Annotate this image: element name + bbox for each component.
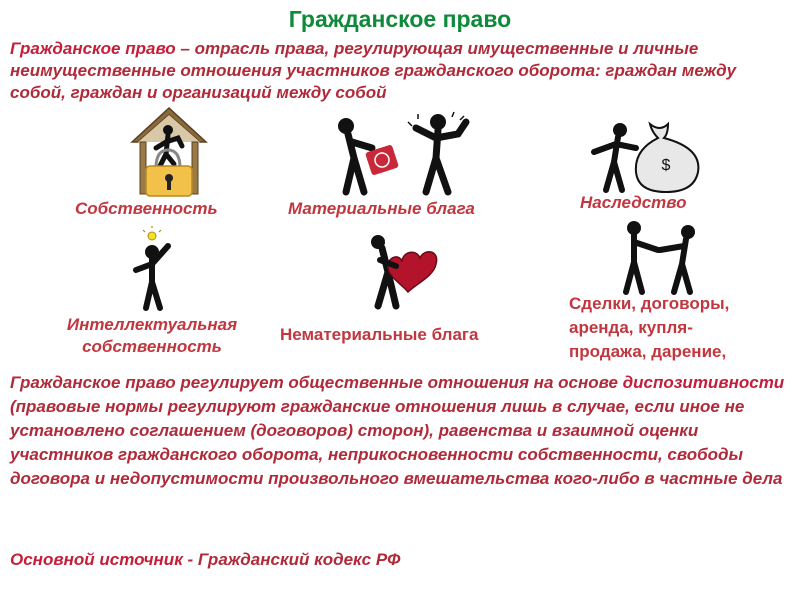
principles-paragraph	[10, 371, 790, 491]
label-nonmaterial-goods: Нематериальные блага	[280, 325, 479, 344]
main-source-text: - Гражданский кодекс РФ	[182, 550, 401, 569]
heart-person-icon	[362, 232, 442, 312]
intro-term: Гражданское право	[10, 39, 176, 58]
label-property: Собственность	[75, 199, 218, 218]
principles-highlight: диспозитивности	[622, 373, 785, 392]
people-goods-icon	[326, 108, 486, 200]
principles-text-end: (правовые нормы регулируют гражданские отношения лишь в случае, если иное не установлено соглашением (договоров) сторон), равенства и взаимной оценки участников гражданского оборота, неприкосновенности собственности, свободы договора и недопустимости произвольного вмешательства кого-либо в частные дела	[10, 397, 783, 488]
label-deals-line1: Сделки, договоры,	[569, 294, 730, 313]
label-deals	[569, 292, 729, 364]
label-intellectual-property	[52, 314, 252, 358]
main-source	[10, 550, 790, 570]
label-intellectual-line2: собственность	[82, 337, 222, 356]
svg-text:$: $	[661, 157, 671, 174]
intro-text: – отрасль права, регулирующая имущественные и личные неимущественные отношения участников гражданского оборота: граждан между собой, граждан и организаций между собой	[10, 39, 737, 102]
money-bag-icon	[588, 118, 710, 194]
principles-text-start: Гражданское право регулирует общественные отношения на основе	[10, 373, 623, 392]
label-intellectual-line1: Интеллектуальная	[66, 315, 238, 334]
handshake-icon	[612, 216, 708, 296]
label-material-goods: Материальные блага	[288, 199, 475, 218]
page-title: Гражданское право	[288, 6, 512, 32]
main-source-label: Основной источник	[10, 550, 183, 569]
label-deals-line2: аренда, купля-	[569, 318, 693, 337]
label-deals-line3: продажа, дарение,	[569, 342, 727, 361]
label-inheritance: Наследство	[580, 193, 687, 212]
house-padlock-icon	[128, 102, 210, 200]
intro-definition	[10, 38, 790, 104]
lightbulb-person-icon	[128, 226, 184, 312]
